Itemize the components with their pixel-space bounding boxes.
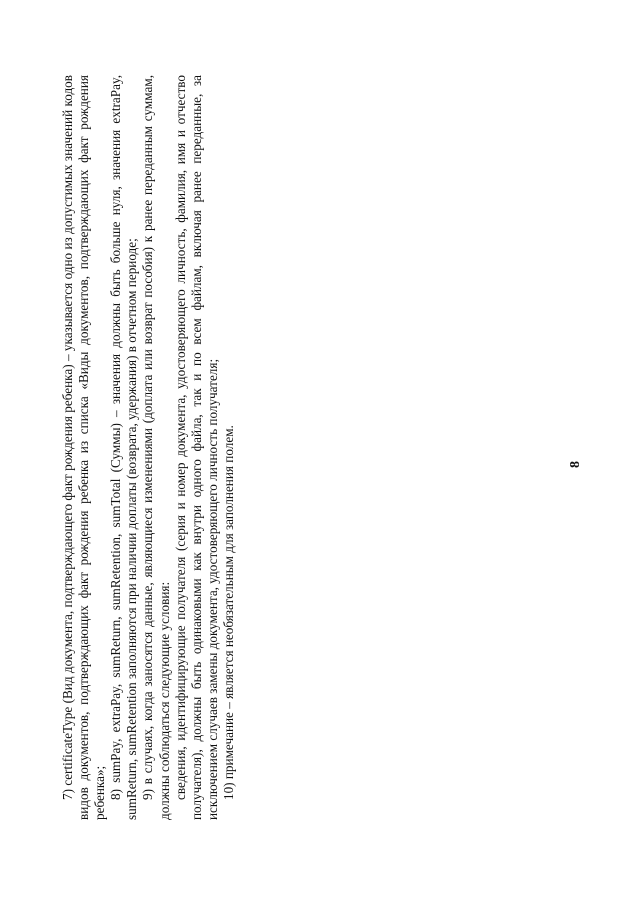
paragraph-note: 10) примечание – является необязательным для заполнения полем.	[220, 425, 236, 800]
paragraph-certificate-type: 7) certificateType (Вид документа, подтверждающего факт рождения ребенка) – указывается одно из допустимых значений кодов видов документов, подтверждающих факт рождения ребенка из списка «Виды документов, подтверждающих факт рождения ребенка»;	[60, 75, 108, 820]
page-number: 8	[568, 461, 583, 468]
paragraph-sums: 8) sumPay, extraPay, sumReturn, sumRetention, sumTotal (Суммы) – значения должны быть больше нуля, значения extraPay, sumReturn, sumRetention заполняются при наличии доплаты (возврата, удержания) в отчетном периоде;	[108, 75, 140, 820]
document-body	[60, 75, 237, 820]
paragraph-recipient-info: сведения, идентифицирующие получателя (серия и номер документа, удостоверяющего личность, фамилия, имя и отчество получателя), должны быть одинаковыми как внутри одного файла, так и по всем файлам, включая ранее переданные, за исключением случаев замены документа, удостоверяющего личность получателя;	[172, 75, 220, 820]
paragraph-changes: 9) в случаях, когда заносятся данные, являющиеся изменениями (доплата или возврат пособия) к ранее переданным суммам, должны соблюдаться следующие условия:	[140, 75, 172, 820]
